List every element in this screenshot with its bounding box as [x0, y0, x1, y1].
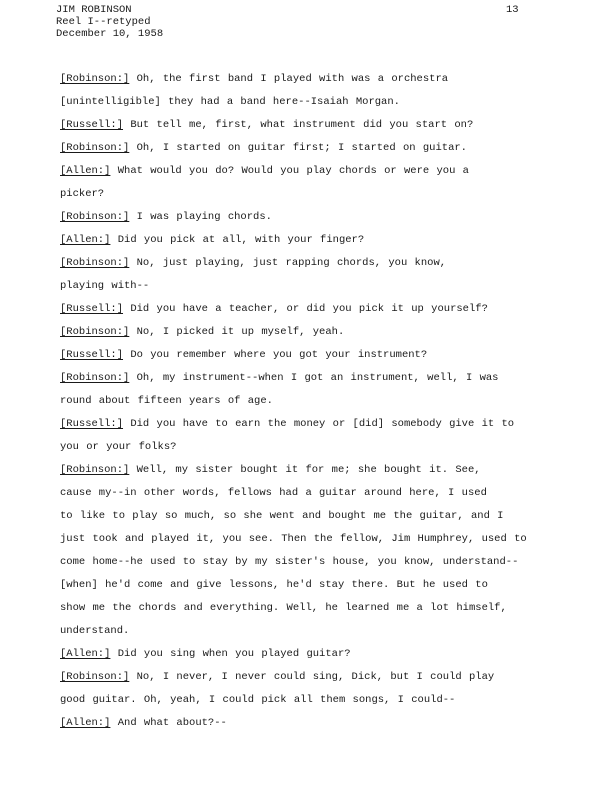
header-reel: Reel I--retyped: [56, 16, 151, 28]
speaker-label: [Robinson:]: [60, 73, 130, 85]
line-text: to like to play so much, so she went and bought me the guitar, and I: [60, 510, 504, 522]
page-header: [56, 4, 163, 40]
transcript-line: [60, 622, 580, 645]
transcript-line: [60, 691, 580, 714]
transcript-line: [60, 645, 580, 668]
line-text: Did you sing when you played guitar?: [110, 648, 351, 660]
speaker-label: [Allen:]: [60, 165, 111, 177]
page-number: 13: [506, 4, 519, 16]
transcript-line: [60, 300, 580, 323]
line-text: Did you pick at all, with your finger?: [110, 234, 365, 246]
transcript-line: [60, 185, 580, 208]
line-text: Oh, I started on guitar first; I started on guitar.: [129, 142, 467, 154]
line-text: But tell me, first, what instrument did you start on?: [123, 119, 474, 131]
line-text: good guitar. Oh, yeah, I could pick all them songs, I could--: [60, 694, 456, 706]
speaker-label: [Russell:]: [60, 349, 124, 361]
transcript-line: [60, 346, 580, 369]
speaker-label: [Allen:]: [60, 234, 111, 246]
line-text: I was playing chords.: [129, 211, 272, 223]
transcript-line: [60, 530, 580, 553]
transcript-line: [60, 438, 580, 461]
transcript-line: [60, 415, 580, 438]
line-text: Oh, the first band I played with was a orchestra: [129, 73, 449, 85]
transcript-line: [60, 576, 580, 599]
line-text: cause my--in other words, fellows had a guitar around here, I used: [60, 487, 487, 499]
transcript-line: [60, 93, 580, 116]
line-text: Do you remember where you got your instrument?: [123, 349, 428, 361]
speaker-label: [Robinson:]: [60, 372, 130, 384]
line-text: you or your folks?: [60, 441, 177, 453]
transcript-line: [60, 231, 580, 254]
header-date: December 10, 1958: [56, 28, 164, 40]
speaker-label: [Robinson:]: [60, 257, 130, 269]
line-text: understand.: [60, 625, 130, 637]
transcript-line: [60, 277, 580, 300]
speaker-label: [Allen:]: [60, 717, 111, 729]
line-text: picker?: [60, 188, 105, 200]
speaker-label: [Robinson:]: [60, 326, 130, 338]
line-text: [unintelligible] they had a band here--Isaiah Morgan.: [60, 96, 400, 108]
transcript-line: [60, 162, 580, 185]
transcript-line: [60, 369, 580, 392]
header-title: JIM ROBINSON: [56, 4, 132, 16]
line-text: round about fifteen years of age.: [60, 395, 273, 407]
line-text: [when] he'd come and give lessons, he'd stay there. But he used to: [60, 579, 488, 591]
transcript-line: [60, 553, 580, 576]
line-text: Did you have to earn the money or [did] somebody give it to: [123, 418, 515, 430]
transcript-line: [60, 323, 580, 346]
transcript-line: [60, 392, 580, 415]
line-text: Oh, my instrument--when I got an instrument, well, I was: [129, 372, 499, 384]
line-text: Well, my sister bought it for me; she bought it. See,: [129, 464, 481, 476]
transcript-body: [60, 70, 580, 737]
transcript-line: [60, 70, 580, 93]
line-text: And what about?--: [110, 717, 227, 729]
speaker-label: [Russell:]: [60, 418, 124, 430]
transcript-line: [60, 599, 580, 622]
transcript-line: [60, 714, 580, 737]
line-text: What would you do? Would you play chords or were you a: [110, 165, 469, 177]
transcript-line: [60, 668, 580, 691]
transcript-line: [60, 208, 580, 231]
transcript-line: [60, 461, 580, 484]
speaker-label: [Robinson:]: [60, 464, 130, 476]
line-text: show me the chords and everything. Well, he learned me a lot himself,: [60, 602, 507, 614]
transcript-line: [60, 139, 580, 162]
line-text: Did you have a teacher, or did you pick it up yourself?: [123, 303, 488, 315]
line-text: No, just playing, just rapping chords, you know,: [129, 257, 447, 269]
line-text: come home--he used to stay by my sister's house, you know, understand--: [60, 556, 519, 568]
transcript-line: [60, 254, 580, 277]
transcript-line: [60, 484, 580, 507]
transcript-line: [60, 507, 580, 530]
speaker-label: [Russell:]: [60, 303, 124, 315]
line-text: playing with--: [60, 280, 150, 292]
speaker-label: [Allen:]: [60, 648, 111, 660]
speaker-label: [Russell:]: [60, 119, 124, 131]
line-text: No, I picked it up myself, yeah.: [129, 326, 345, 338]
speaker-label: [Robinson:]: [60, 142, 130, 154]
speaker-label: [Robinson:]: [60, 211, 130, 223]
line-text: No, I never, I never could sing, Dick, but I could play: [129, 671, 495, 683]
speaker-label: [Robinson:]: [60, 671, 130, 683]
transcript-line: [60, 116, 580, 139]
line-text: just took and played it, you see. Then the fellow, Jim Humphrey, used to: [60, 533, 527, 545]
